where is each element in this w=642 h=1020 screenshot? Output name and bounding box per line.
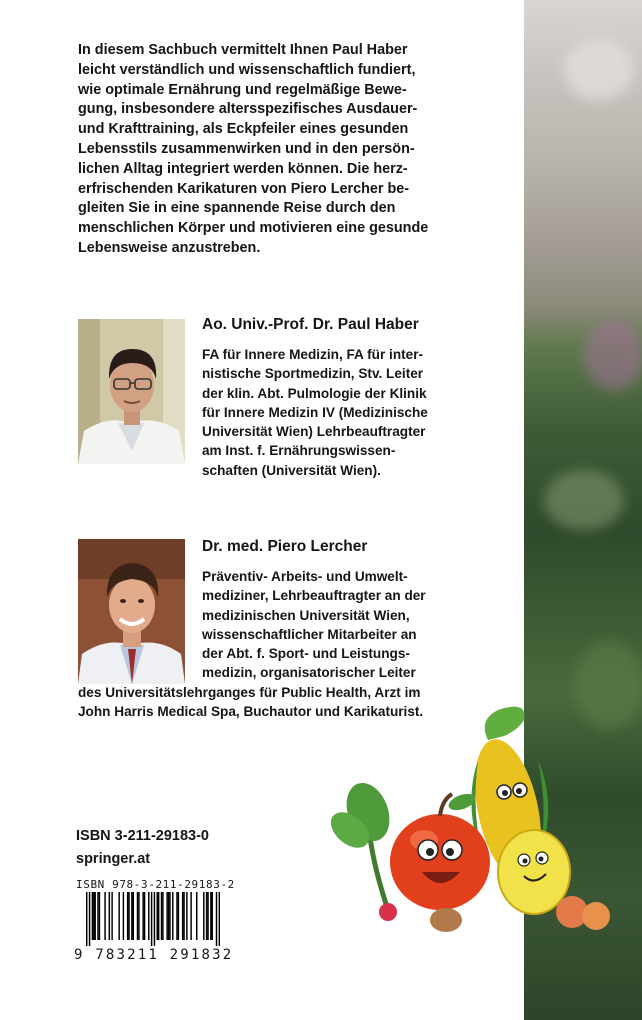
barcode-bar: [158, 892, 159, 940]
barcode-bar: [166, 892, 167, 940]
barcode-bar: [190, 892, 191, 940]
back-cover-blurb: [78, 41, 518, 259]
barcode-bar: [161, 892, 162, 940]
barcode-bar: [219, 892, 220, 946]
barcode-bar: [137, 892, 138, 940]
bio-line: John Harris Medical Spa, Buchautor und Karikaturist.: [78, 704, 424, 720]
barcode-bar: [123, 892, 124, 940]
barcode-bar: [169, 892, 170, 940]
bio-line: nistische Sportmedizin, Stv. Leiter: [202, 366, 424, 382]
blurb-line: leicht verständlich und wissenschaftlich fundiert,: [78, 61, 416, 78]
barcode-bar: [109, 892, 110, 940]
barcode-digits: 9 783211 291832: [74, 947, 234, 963]
bio-line: mediziner, Lehrbeauftragter an der: [202, 588, 426, 604]
blur-leaves: [544, 470, 624, 530]
barcode-bar: [99, 892, 100, 940]
barcode-bar: [97, 892, 98, 940]
publisher-website: springer.at: [76, 851, 151, 867]
radish: [379, 903, 397, 921]
barcode-bar: [182, 892, 183, 940]
bio-line: des Universitätslehrganges für Public Health, Arzt im: [78, 685, 421, 700]
barcode-bar: [144, 892, 145, 940]
blurb-line: wie optimale Ernährung und regelmäßige Bewe-: [78, 81, 407, 98]
blur-flower: [584, 320, 642, 390]
barcode-bar: [168, 892, 169, 940]
author-bio-haber: [202, 345, 428, 480]
barcode-bar: [203, 892, 204, 940]
barcode-bar: [104, 892, 105, 940]
author-photo-haber: [78, 319, 185, 464]
barcode-bar: [206, 892, 207, 940]
barcode-bar: [127, 892, 128, 940]
barcode-bar: [151, 892, 152, 946]
bio-line: wissenschaftlicher Mitarbeiter an: [202, 626, 417, 642]
barcode-bar: [186, 892, 187, 940]
blurb-line: menschlichen Körper und motivieren eine gesunde: [78, 220, 429, 237]
barcode-bar: [207, 892, 208, 940]
barcode-bar: [176, 892, 177, 940]
bio-line: für Innere Medizin IV (Medizinische: [202, 404, 428, 420]
barcode-bar: [94, 892, 95, 940]
bio-line: der klin. Abt. Pulmologie der Klinik: [202, 385, 427, 401]
author-bio-lercher: [202, 567, 426, 683]
barcode-bar: [172, 892, 173, 940]
barcode-bar: [111, 892, 112, 940]
barcode-bar: [210, 892, 211, 940]
barcode-bar: [157, 892, 158, 940]
barcode-bar: [212, 892, 213, 940]
blurb-line: gung, insbesondere altersspezifisches Ausdauer-: [78, 101, 418, 118]
blurb-line: Lebensstils zusammenwirken und in den persön-: [78, 140, 415, 157]
blur-highlight: [564, 40, 634, 100]
blurb-line: gleiten Sie in eine spannende Reise durch den: [78, 200, 396, 217]
author-name-haber: Ao. Univ.-Prof. Dr. Paul Haber: [202, 316, 419, 333]
barcode-bar: [89, 892, 90, 946]
barcode-bar: [196, 892, 197, 940]
vegetable-cartoon-illustration: [328, 700, 624, 950]
bio-line: medizin, organisatorischer Leiter: [202, 665, 416, 681]
barcode-bar: [118, 892, 119, 940]
isbn-main: ISBN 3-211-29183-0: [76, 828, 209, 844]
author-name-lercher: Dr. med. Piero Lercher: [202, 538, 368, 555]
bio-line: am Inst. f. Ernährungswissen-: [202, 443, 396, 459]
bio-line: FA für Innere Medizin, FA für inter-: [202, 347, 424, 362]
blurb-line: Lebensweise anzustreben.: [78, 239, 261, 256]
bio-line: Präventiv- Arbeits- und Umwelt-: [202, 569, 408, 584]
ean13-barcode: [86, 892, 220, 946]
barcode-bar: [154, 892, 155, 946]
barcode-bar: [142, 892, 143, 940]
barcode-bar: [162, 892, 163, 940]
bio-line: schaften (Universität Wien).: [202, 462, 381, 478]
blurb-line: In diesem Sachbuch vermittelt Ihnen Paul Haber: [78, 42, 408, 58]
potato: [430, 908, 462, 932]
blurb-line: lichen Alltag integriert werden können. Die herz-: [78, 160, 408, 177]
author-photo-lercher: [78, 539, 185, 684]
corn-husk-top: [485, 707, 525, 740]
blurb-line: erfrischenden Karikaturen von Piero Lercher be-: [78, 180, 410, 197]
barcode-bar: [183, 892, 184, 940]
barcode-bar: [133, 892, 134, 940]
bio-line: Universität Wien) Lehrbeauftragter: [202, 424, 426, 440]
bio-line: medizinischen Universität Wien,: [202, 607, 410, 623]
barcode-bar: [178, 892, 179, 940]
blurb-line: und Krafttraining, als Eckpfeiler eines gesunden: [78, 121, 409, 138]
barcode-bar: [92, 892, 93, 940]
barcode-bar: [93, 892, 94, 940]
isbn13-label: ISBN 978-3-211-29183-2: [76, 878, 235, 891]
barcode-bar: [128, 892, 129, 940]
apple: [390, 814, 490, 910]
barcode-bar: [216, 892, 217, 946]
barcode-bar: [86, 892, 87, 946]
barcode-bar: [138, 892, 139, 940]
small-apricot: [582, 902, 610, 930]
bio-line: der Abt. f. Sport- und Leistungs-: [202, 646, 410, 662]
barcode-bar: [148, 892, 149, 940]
barcode-bar: [131, 892, 132, 940]
lemon: [498, 830, 570, 914]
